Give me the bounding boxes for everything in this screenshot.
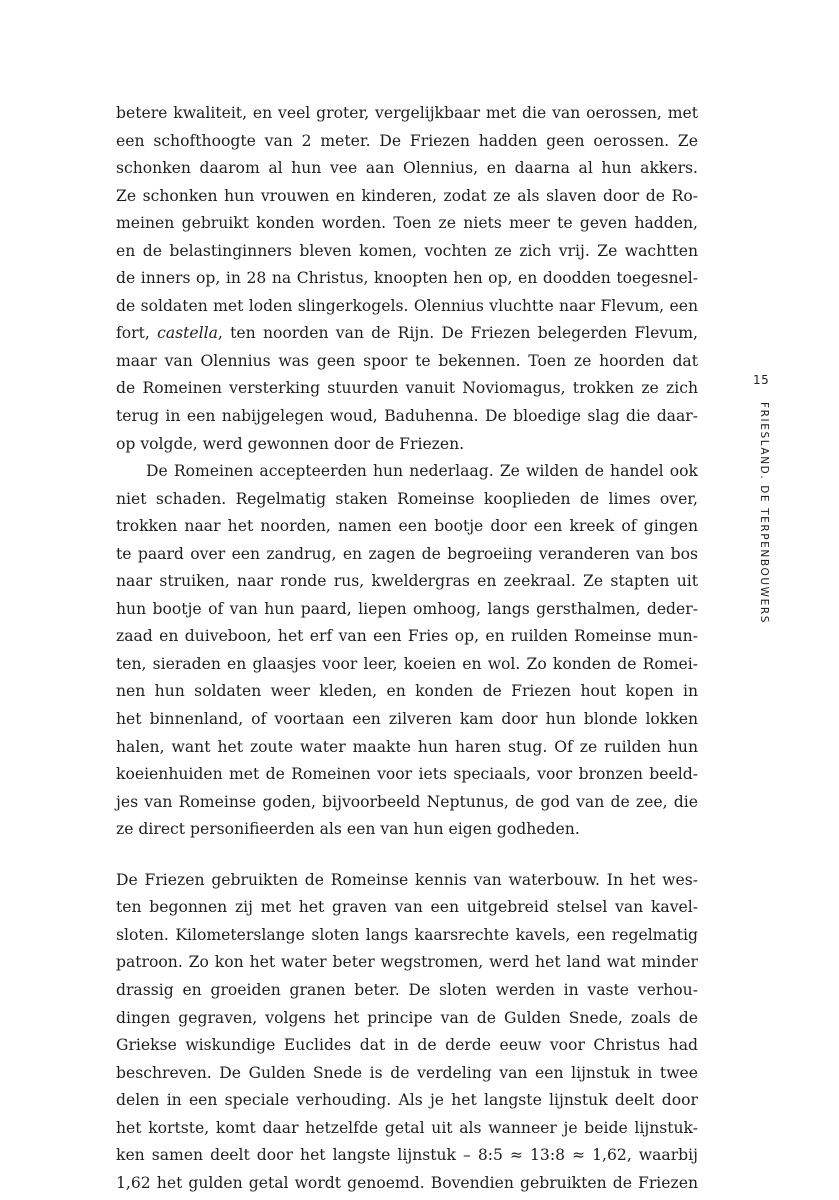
text-line: naar struiken, naar ronde rus, kweldergras en zeekraal. Ze stapten uit	[116, 572, 698, 591]
text-line: Ze schonken hun vrouwen en kinderen, zodat ze als slaven door de Ro-	[116, 186, 698, 205]
text-line: beschreven. De Gulden Snede is de verdeling van een lijnstuk in twee	[116, 1063, 698, 1082]
paragraph-1	[116, 100, 698, 458]
text-line: een schofthoogte van 2 meter. De Friezen hadden geen oerossen. Ze	[116, 131, 698, 150]
paragraph-3	[116, 867, 698, 1198]
text-line: maar van Olennius was geen spoor te bekennen. Toen ze hoorden dat	[116, 351, 698, 370]
text-line: het kortste, komt daar hetzelfde getal uit als wanneer je beide lijnstuk-	[116, 1118, 698, 1137]
text-line: 1,62 het gulden getal wordt genoemd. Bovendien gebruikten de Friezen	[116, 1173, 698, 1192]
text-line: De Romeinen accepteerden hun nederlaag. Ze wilden de handel ook	[146, 462, 698, 481]
text-line: patroon. Zo kon het water beter wegstromen, werd het land wat minder	[116, 953, 698, 972]
page-number: 15	[753, 373, 770, 387]
text-line: hun bootje of van hun paard, liepen omhoog, langs gersthalmen, deder-	[116, 599, 698, 618]
text-line: trokken naar het noorden, namen een bootje door een kreek of gingen	[116, 517, 698, 536]
text-line: de Romeinen versterking stuurden vanuit Noviomagus, trokken ze zich	[116, 379, 698, 398]
text-line: jes van Romeinse goden, bijvoorbeeld Neptunus, de god van de zee, die	[116, 792, 698, 811]
text-line: koeienhuiden met de Romeinen voor iets speciaals, voor bronzen beeld-	[116, 765, 698, 784]
text-line: Griekse wiskundige Euclides dat in de derde eeuw voor Christus had	[116, 1036, 698, 1055]
text-span: fort,	[116, 324, 158, 343]
text-line: en de belastinginners bleven komen, vochten ze zich vrij. Ze wachtten	[116, 241, 698, 260]
text-line: ten begonnen zij met het graven van een uitgebreid stelsel van kavel-	[116, 898, 698, 917]
body-text	[116, 100, 698, 1197]
italic-term: castella	[157, 324, 218, 343]
text-line: te paard over een zandrug, en zagen de begroeiing veranderen van bos	[116, 544, 698, 563]
text-line: schonken daarom al hun vee aan Olennius, en daarna al hun akkers.	[116, 159, 698, 178]
text-line: de soldaten met loden slingerkogels. Olennius vluchtte naar Flevum, een	[116, 296, 698, 315]
text-line: betere kwaliteit, en veel groter, vergelijkbaar met die van oerossen, met	[116, 104, 698, 122]
text-span: , ten noorden van de Rijn. De Friezen belegerden Flevum,	[217, 324, 698, 343]
text-line: niet schaden. Regelmatig staken Romeinse kooplieden de limes over,	[116, 489, 698, 508]
text-line: ten, sieraden en glaasjes voor leer, koeien en wol. Zo konden de Romei-	[116, 654, 698, 673]
text-line: delen in een speciale verhouding. Als je het langste lijnstuk deelt door	[116, 1091, 698, 1110]
text-line: drassig en groeiden granen beter. De sloten werden in vaste verhou-	[116, 980, 698, 999]
text-line: sloten. Kilometerslange sloten langs kaarsrechte kavels, een regelmatig	[116, 925, 698, 944]
text-line: zaad en duiveboon, het erf van een Fries op, en ruilden Romeinse mun-	[116, 627, 698, 646]
text-line: dingen gegraven, volgens het principe van de Gulden Snede, zoals de	[116, 1008, 698, 1027]
section-break	[116, 844, 698, 867]
text-line: halen, want het zoute water maakte hun haren stug. Of ze ruilden hun	[116, 737, 698, 756]
text-line: ken samen deelt door het langste lijnstuk – 8:5 ≈ 13:8 ≈ 1,62, waarbij	[116, 1146, 698, 1165]
text-line: De Friezen gebruikten de Romeinse kennis van waterbouw. In het wes-	[116, 870, 698, 889]
text-line: ze direct personifieerden als een van hun eigen godheden.	[116, 820, 580, 839]
text-line: het binnenland, of voortaan een zilveren kam door hun blonde lokken	[116, 710, 698, 729]
paragraph-2	[116, 458, 698, 844]
text-line: terug in een nabijgelegen woud, Baduhenna. De bloedige slag die daar-	[116, 407, 698, 426]
text-line: nen hun soldaten weer kleden, en konden de Friezen hout kopen in	[116, 682, 698, 701]
text-line: op volgde, werd gewonnen door de Friezen.	[116, 434, 465, 453]
text-line: meinen gebruikt konden worden. Toen ze niets meer te geven hadden,	[116, 214, 698, 233]
text-line: de inners op, in 28 na Christus, knoopten hen op, en doodden toegesnel-	[116, 269, 698, 288]
text-line-with-italic	[116, 320, 698, 348]
running-head: FRIESLAND. DE TERPENBOUWERS	[758, 402, 770, 624]
